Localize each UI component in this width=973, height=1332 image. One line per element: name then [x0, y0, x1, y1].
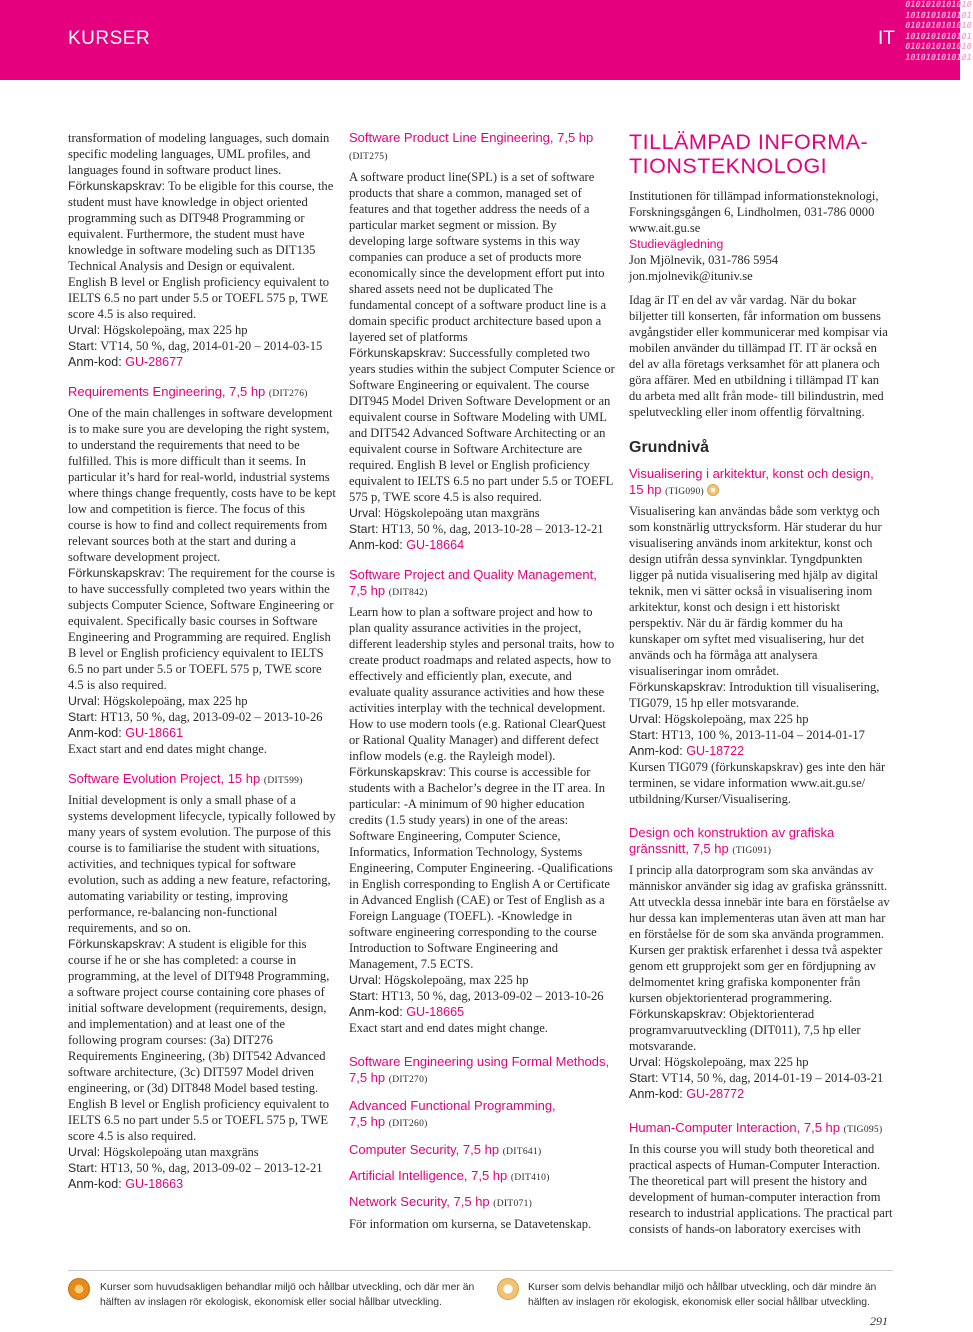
application-code [68, 1176, 336, 1192]
selection [68, 322, 336, 338]
course-title-text[interactable]: Software Project and Quality Management, [349, 567, 597, 582]
anm-code: GU-18722 [682, 744, 745, 758]
course-title-sefm[interactable] [349, 1054, 615, 1088]
urval-label: Urval: [629, 712, 662, 726]
application-code [68, 725, 336, 741]
course-title-text[interactable]: Software Engineering using Formal Methods, [349, 1054, 610, 1069]
legend-full-sustainability: Kurser som huvudsakligen behandlar miljö och hållbar utveckling, och där mer än hälften av inslagen rör ekologisk, ekonomisk eller social hållbar utveckling. [100, 1282, 475, 1308]
prereq-text: Objektorienterad programvaruutveckling (DIT011), 7,5 hp eller motsvarande. [629, 1007, 861, 1053]
urval-label: Urval: [629, 1055, 662, 1069]
department-title-line: TILLÄMPAD INFORMA- [629, 130, 869, 154]
prereq-text: The requirement for the course is to have successfully completed two years within the subjects Computer Science, Software Engineering or equivalent. Specifically basic courses in Software Engineering and Programming are required. English B level or English proficiency equivalent to IELTS 6.5 no part under 5.5 or TOEFL 575 p, TWE score 4.5 is also required. [68, 566, 335, 692]
course-code: (DIT599) [263, 776, 303, 786]
guidance-contact: Jon Mjölnevik, 031-786 5954 jon.mjolnevik@ituniv.se [629, 253, 779, 283]
binary-decoration [903, 0, 973, 80]
course-code: (DIT270) [388, 1075, 428, 1085]
course-code: (DIT276) [268, 389, 308, 399]
binary-line: 1010101010101 [903, 10, 973, 21]
course-title-security[interactable] [349, 1142, 615, 1160]
start-text: VT14, 50 %, dag, 2014-01-20 – 2014-03-15 [97, 339, 323, 353]
start [629, 1070, 893, 1086]
prereq-text: This course is accessible for students with a Bachelor’s degree in the IT area. In particular: -A minimum of 90 higher education credits (1.5 study years) in one of the areas: Software Engineering, Computer Science, Informatics, Information Technology, Systems Engineering, Computer Engineering. -Qualifications in English corresponding to English A or Certificate in Advanced English (CAE) or Test of English as a Foreign Language (TOEFL). -Knowledge in software engineering corresponding to the course Introduction to Software Engineering and Management, 7.5 ECTS. [349, 765, 613, 971]
level-heading: Grundnivå [629, 439, 710, 456]
department-title [629, 130, 893, 178]
urval-text: Högskolepoäng, max 225 hp [381, 973, 529, 987]
department-address: Institutionen för tillämpad informationsteknologi, Forskningsgången 6, Lindholmen, 031-786 0000 www.ait.gu.se [629, 189, 879, 235]
guidance-label: Studievägledning [629, 237, 724, 251]
course-code: (DIT260) [388, 1119, 428, 1129]
sustainability-partial-icon [707, 484, 719, 496]
binary-line: 0101010101010 [903, 0, 973, 10]
start-text: HT13, 50 %, dag, 2013-09-02 – 2013-10-26 [97, 710, 323, 724]
course-code: (DIT071) [493, 1199, 533, 1209]
prereq-label: Förkunskapskrav: [349, 346, 447, 360]
anm-code: GU-18665 [402, 1005, 465, 1019]
course-title-pqm[interactable] [349, 567, 615, 601]
course-code: (DIT842) [388, 588, 428, 598]
start [349, 521, 615, 537]
start [349, 988, 615, 1004]
selection [349, 972, 615, 988]
course-title-network[interactable] [349, 1194, 615, 1212]
urval-text: Högskolepoäng utan maxgräns [100, 1145, 259, 1159]
course-code: (DIT275) [349, 152, 388, 162]
selection [68, 1144, 336, 1160]
application-code [629, 1086, 893, 1102]
course-description: Initial development is only a small phase of a systems development lifecycle, typically followed by many years of system evolution. The purpose of this course is to familiarise the student with situations, activities, and techniques typical for software evolution, such as adding a new feature, refactoring, automating variability or testing, improving performance, re-balancing non-functional requirements, and so on. [68, 793, 336, 935]
course-title-text[interactable]: Visualisering i arkitektur, konst och design, [629, 466, 874, 481]
legend-partial-sustainability: Kurser som delvis behandlar miljö och hållbar utveckling, och där mindre än hälften av inslagen rör ekologisk, ekonomisk eller social hållbar utveckling. [528, 1282, 877, 1308]
prereq-text: Introduktion till visualisering, TIG079, 15 hp eller motsvarande. [629, 680, 880, 710]
start [629, 727, 893, 743]
course-title-gui-design[interactable] [629, 825, 893, 859]
prereq-label: Förkunskapskrav: [349, 765, 447, 779]
anm-code: GU-18664 [402, 538, 465, 552]
start-label: Start: [68, 1161, 98, 1175]
prereq-label: Förkunskapskrav: [629, 680, 727, 694]
sustainability-full-icon [68, 1278, 90, 1300]
course-title-afp[interactable] [349, 1098, 615, 1132]
prereq-label: Förkunskapskrav: [68, 937, 166, 951]
course-credits[interactable]: gränssnitt, 7,5 hp [629, 841, 729, 856]
course-title-text[interactable]: Network Security, 7,5 hp [349, 1194, 490, 1209]
anm-code: GU-28772 [682, 1087, 745, 1101]
prerequisites [68, 936, 336, 1144]
selection [629, 1054, 893, 1070]
course-title-text[interactable]: Software Evolution Project, 15 hp [68, 771, 261, 786]
prerequisites [629, 679, 893, 711]
start-text: HT13, 50 %, dag, 2013-09-02 – 2013-12-21 [97, 1161, 323, 1175]
anm-label: Anm-kod: [629, 744, 683, 758]
course-title-ai[interactable] [349, 1168, 615, 1186]
start [68, 709, 336, 725]
start-text: HT13, 50 %, dag, 2013-10-28 – 2013-12-21 [378, 522, 604, 536]
note: Kursen TIG079 (förkunskapskrav) ges inte den här terminen, se vidare information www.ait.gu.se/ utbildning/Kurser/Visualisering. [629, 760, 886, 806]
prereq-label: Förkunskapskrav: [629, 1007, 727, 1021]
prerequisites [349, 345, 615, 505]
prerequisites [68, 178, 336, 322]
sustainability-partial-icon [497, 1278, 519, 1300]
course-credits[interactable]: 7,5 hp [349, 1114, 386, 1129]
course-title-text[interactable]: Design och konstruktion av grafiska [629, 825, 835, 840]
course-title-requirements[interactable] [68, 384, 336, 402]
anm-label: Anm-kod: [349, 1005, 403, 1019]
prereq-text: To be eligible for this course, the student must have knowledge in object oriented programming such as DIT948 Programming or equivalent. Furthermore, the student must have knowledge in software modeling such as DIT135 Technical Analysis and Design or equivalent. English B level or English proficiency equivalent to IELTS 6.5 no part under 5.5 or TOEFL 575 p, TWE score 4.5 is also required. [68, 179, 334, 321]
course-code: (TIG090) [665, 487, 704, 497]
course-code: (TIG095) [843, 1125, 883, 1135]
prereq-label: Förkunskapskrav: [68, 179, 166, 193]
start [68, 338, 336, 354]
urval-label: Urval: [68, 323, 101, 337]
application-code [629, 743, 893, 759]
footer-divider [68, 1270, 893, 1271]
application-code [68, 354, 336, 370]
binary-line: 1010101010101 [903, 52, 973, 63]
start-text: VT14, 50 %, dag, 2014-01-19 – 2014-03-21 [658, 1071, 884, 1085]
course-title-text[interactable]: Artificial Intelligence, 7,5 hp [349, 1168, 508, 1183]
course-credits[interactable]: 7,5 hp [349, 1070, 386, 1085]
course-description: Learn how to plan a software project and how to plan quality assurance activities in the project, different leadership styles and personal traits, how to create product roadmaps and related aspects, how to effectively and efficiently plan, execute, and evaluate quality assurance activities and how these activities interplay with the technical development. How to use modern tools (e.g. Rational ClearQuest or Rational Quality Manager) and different defect inflow models (e.g. the Rayleigh model). [349, 605, 615, 763]
urval-label: Urval: [349, 973, 382, 987]
anm-code: GU-18661 [121, 726, 184, 740]
urval-text: Högskolepoäng utan maxgräns [381, 506, 540, 520]
prerequisites [68, 565, 336, 693]
course-title-visualization[interactable] [629, 466, 893, 500]
urval-text: Högskolepoäng, max 225 hp [661, 1055, 809, 1069]
department-title-line: TIONSTEKNOLOGI [629, 154, 828, 178]
column-1 [68, 130, 336, 1192]
selection [629, 711, 893, 727]
course-title-evolution[interactable] [68, 771, 336, 789]
selection [68, 693, 336, 709]
start-text: HT13, 100 %, 2013-11-04 – 2014-01-17 [658, 728, 865, 742]
prereq-text: Successfully completed two years studies within the subject Computer Science or Software Engineering or equivalent. The course DIT945 Model Driven Software Development or an equivalent course in Software Modeling with UML and DIT542 Advanced Software Architecting or an equivalent course in Software Architecture are required. English B level or English proficiency equivalent to IELTS 6.5 no part under 5.5 or TOEFL 575 p, TWE score 4.5 is also required. [349, 346, 615, 504]
anm-code: GU-18663 [121, 1177, 184, 1191]
course-title-text[interactable]: Software Product Line Engineering, 7,5 hp [349, 130, 594, 145]
start-text: HT13, 50 %, dag, 2013-09-02 – 2013-10-26 [378, 989, 604, 1003]
selection [349, 505, 615, 521]
binary-line: 0101010101010 [903, 42, 973, 52]
course-code: (DIT641) [502, 1147, 542, 1157]
prerequisites [349, 764, 615, 972]
course-code: (DIT410) [510, 1173, 550, 1183]
start-label: Start: [68, 710, 98, 724]
department-about: Idag är IT en del av vår vardag. När du bokar biljetter till konserten, får information om bussens avgångstider eller kommunicerar med kompisar via mobilen använder du tillämpad IT. IT är också en del av alla företags verksamhet för att planera och göra affärer. Med en utbildning i tillämpad IT kan du arbeta med allt från mode- till bilindustrin, med spelutveckling eller inom offentlig förvaltning. [629, 293, 888, 419]
course-description: Visualisering kan användas både som verktyg och som konstnärlig uttrycksform. Här studerar du hur visualisering används inom arkitektur, konst och design utifrån dessa synvinklar. Tyngdpunkten ligger på nutida visualisering med hjälp av digital teknik, men vi sätter också in visualisering inom arkitektur, konst och design i ett historiskt perspektiv. När du är färdig kommer du ha kunskaper om syftet med visualisering, hur det används och ha förmåga att analysera visualiseringar inom området. [629, 504, 882, 678]
note: Exact start and end dates might change. [68, 742, 267, 756]
application-code [349, 1004, 615, 1020]
subject-title: IT [878, 28, 895, 49]
column-2 [349, 130, 615, 1232]
start-label: Start: [349, 989, 379, 1003]
course-credits[interactable]: 7,5 hp [349, 583, 386, 598]
course-title-text[interactable]: Human-Computer Interaction, 7,5 hp [629, 1120, 840, 1135]
course-title-text[interactable]: Requirements Engineering, 7,5 hp [68, 384, 266, 399]
course-description: A software product line(SPL) is a set of software products that share a common, managed set of features and that together address the needs of a particular market segment or mission. By developing large software systems in this way companies can produce a set of products more economically since the development effort put into shared assets need not be duplicated The fundamental concept of a software product line is a domain specific product architecture based upon a layered set of platforms [349, 170, 607, 344]
course-code: (TIG091) [732, 846, 772, 856]
prereq-text: A student is eligible for this course if he or she has completed: a course in programming, at the level of DIT948 Programming, a software project course containing core phases of initial software development (requirements, design, and implementation) and at least one of the following program courses: (3a) DIT276 Requirements Engineering, (3b) DIT542 Advanced software architecture, (3c) DIT597 Model driven engineering, or (3d) DIT848 Model based testing. English B level or English proficiency equivalent to IELTS 6.5 no part under 5.5 or TOEFL 575 p, TWE score 4.5 is also required. [68, 937, 330, 1143]
start-label: Start: [629, 728, 659, 742]
note: Exact start and end dates might change. [349, 1021, 548, 1035]
course-description: One of the main challenges in software development is to make sure you are developing the right system, to understand the requirements that need to be fulfilled. This is more difficult than it seems. In particular it’s hard for real-world, industrial systems where things change frequently, costs have to be kept low and competition is fierce. The focus of this course is how to find and collect requirements from relevant sources both at the start and during a software development project. [68, 406, 336, 564]
course-description: In this course you will study both theoretical and practical aspects of Human-Computer Interaction. The theoretical part will present the history and development of human-computer interaction from research to industrial applications. The practical part consists of hands-on laboratory exercises with [629, 1142, 893, 1236]
course-title-spl[interactable] [349, 130, 615, 146]
anm-label: Anm-kod: [68, 726, 122, 740]
start-label: Start: [349, 522, 379, 536]
urval-text: Högskolepoäng, max 225 hp [661, 712, 809, 726]
prereq-label: Förkunskapskrav: [68, 566, 166, 580]
column-3 [629, 130, 893, 1237]
course-title-text[interactable]: Advanced Functional Programming, [349, 1098, 556, 1113]
urval-label: Urval: [349, 506, 382, 520]
course-title-text[interactable]: Computer Security, 7,5 hp [349, 1142, 500, 1157]
anm-label: Anm-kod: [349, 538, 403, 552]
urval-label: Urval: [68, 694, 101, 708]
anm-label: Anm-kod: [629, 1087, 683, 1101]
anm-label: Anm-kod: [68, 355, 122, 369]
start [68, 1160, 336, 1176]
anm-code: GU-28677 [121, 355, 184, 369]
info-note: För information om kurserna, se Datavetenskap. [349, 1217, 592, 1231]
start-label: Start: [629, 1071, 659, 1085]
page-number: 291 [870, 1314, 888, 1328]
start-label: Start: [68, 339, 98, 353]
application-code [349, 537, 615, 553]
course-title-hci[interactable] [629, 1120, 893, 1138]
binary-line: 1010101010101 [903, 31, 973, 42]
prerequisites [629, 1006, 893, 1054]
course-credits[interactable]: 15 hp [629, 482, 662, 497]
course-description: I princip alla datorprogram som ska användas av människor använder sig idag av grafiska gränssnitt. Att utveckla dessa innebär inte bara en förståelse av hur dessa kan implementeras utan även att man har en förståelse för de som ska använda programmen. Kursen ger praktisk erfarenhet i dessa två aspekter genom ett grupprojekt som ger en fördjupning av delmomentet kring grafiska komponenter från kursen objektorienterad programmering. [629, 863, 890, 1005]
urval-text: Högskolepoäng, max 225 hp [100, 694, 248, 708]
page-header [0, 0, 973, 80]
binary-line: 0101010101010 [903, 21, 973, 31]
urval-text: Högskolepoäng, max 225 hp [100, 323, 248, 337]
course-description: transformation of modeling languages, such domain specific modeling languages, UML profiles, and languages found in software product lines. [68, 131, 330, 177]
anm-label: Anm-kod: [68, 1177, 122, 1191]
section-title: KURSER [68, 28, 151, 49]
urval-label: Urval: [68, 1145, 101, 1159]
